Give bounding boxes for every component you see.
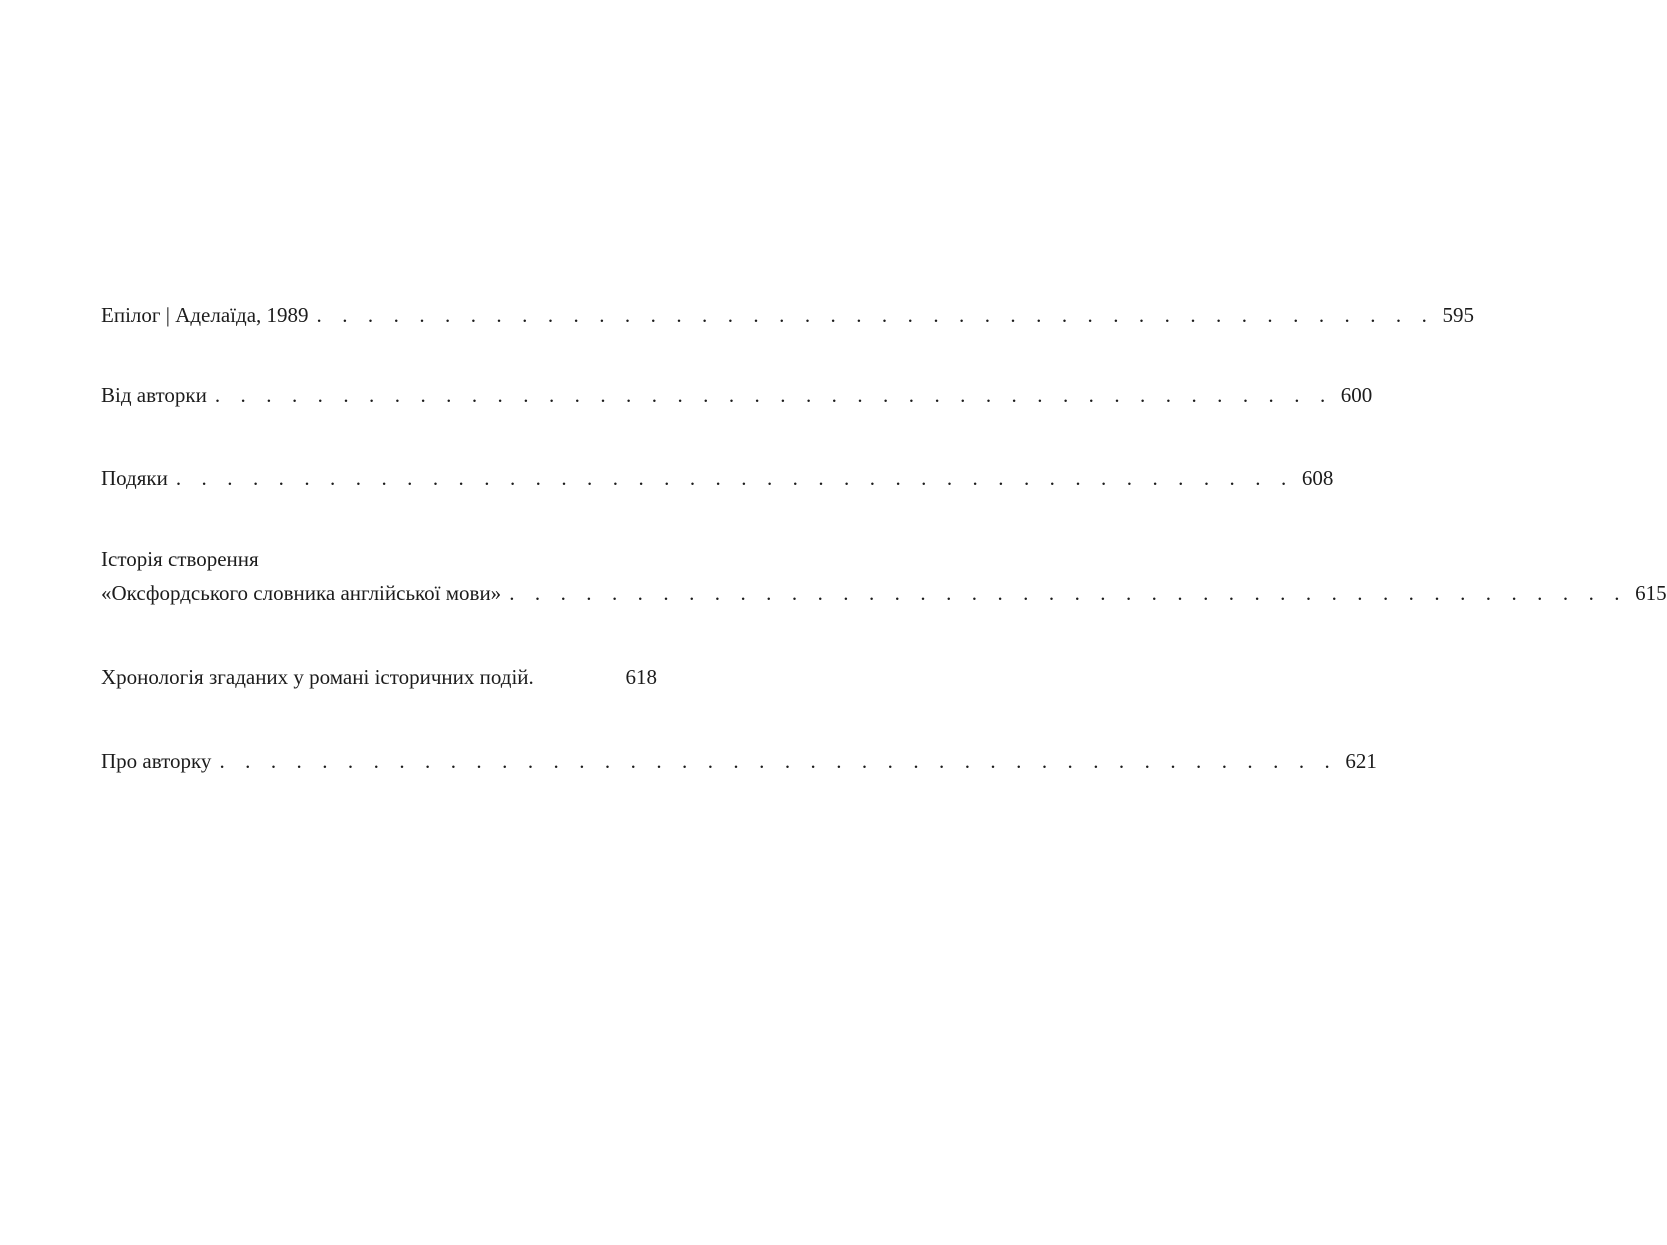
toc-entry-title: Про авторку [101,749,212,773]
toc-entry-title: Від авторки [101,383,207,407]
toc-entry-page-number: 615 [1635,581,1667,605]
toc-line [101,463,1334,493]
toc-entry-about-author[interactable] [101,746,1377,776]
toc-entry-title: «Оксфордського словника англійської мови» [101,581,502,605]
dot-leader: . . . . . . . . . . . . . . . . . . . . . . . . . . . . . . . . . . . . . . . . . . . . [214,383,1333,407]
toc-entry-page-number: 600 [1340,383,1373,407]
toc-entry-page-number: 608 [1301,466,1334,490]
toc-entry-title: Хронологія згаданих у романі історичних подій. [101,665,534,689]
dot-leader: . . . . . . . . . . . . . . . . . . . . . . . . . . . . . . . . . . . . . . . . . . . . [316,303,1435,327]
toc-entry-page-number: 621 [1345,749,1377,773]
toc-line [101,544,657,574]
toc-entry-acknowledgements[interactable] [101,463,1334,493]
dot-leader: . . . . . . . . . . . . . . . . . . . . . . . . . . . . . . . . . . . . . . . . . . . . [509,581,1628,605]
toc-line [101,746,1377,776]
toc-line [101,380,1373,410]
toc-entry-title: Епілог | Аделаїда, 1989 [101,303,309,327]
toc-entry-page-number: 618 [625,665,657,689]
toc-entry-chronology[interactable] [101,662,657,692]
toc-entry-title: Подяки [101,466,168,490]
toc-entry-author-note[interactable] [101,380,1373,410]
toc-entry-oed-history[interactable] [101,544,1667,608]
toc-line [101,662,657,692]
toc-entry-page-number: 595 [1442,303,1474,327]
dot-leader: . . . . . . . . . . . . . . . . . . . . . . . . . . . . . . . . . . . . . . . . . . . . [219,749,1338,773]
toc-line [101,578,1667,608]
toc-line [101,300,1474,330]
toc-entry-title-line1: Історія створення [101,547,259,571]
dot-leader: . . . . . . . . . . . . . . . . . . . . . . . . . . . . . . . . . . . . . . . . . . . . [175,466,1294,490]
toc-entry-epilogue[interactable] [101,300,1474,330]
